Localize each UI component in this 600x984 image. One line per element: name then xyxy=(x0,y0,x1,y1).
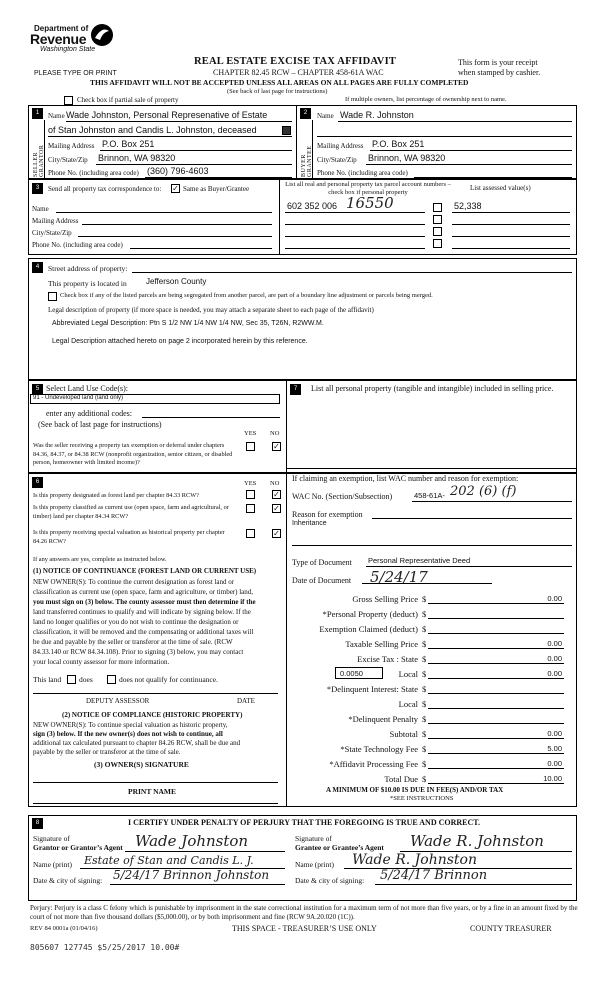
land-does-checkbox[interactable] xyxy=(67,675,76,684)
fee-total-underline xyxy=(428,783,564,784)
assessed-underline3 xyxy=(452,236,570,237)
fee-gross-underline xyxy=(428,603,564,604)
parcel-personal-checkbox-1[interactable] xyxy=(433,203,442,212)
land-use-see-back: (See back of last page for instructions) xyxy=(38,420,162,429)
grantor-sig-label2: Grantor or Grantor’s Agent xyxy=(33,843,123,852)
parties-divider xyxy=(296,105,297,179)
notice2-line: payable by the seller or transferor at the time of sale. xyxy=(33,748,181,756)
fee-taxable-dollar: $ xyxy=(422,639,427,649)
doc-type-value[interactable]: Personal Representative Deed xyxy=(368,556,471,565)
wac-label: WAC No. (Section/Subsection) xyxy=(292,492,393,501)
parcel-personal-checkbox-4[interactable] xyxy=(433,239,442,248)
assessed-value[interactable]: 52,338 xyxy=(454,201,482,211)
seller-mailing-label: Mailing Address xyxy=(48,142,95,150)
fee-exemption-dollar: $ xyxy=(422,624,427,634)
personal-property-label: List all personal property (tangible and intangible) included in selling price. xyxy=(311,384,554,393)
buyer-city-label: City/State/Zip xyxy=(317,156,357,164)
buyer-name-underline2 xyxy=(317,136,572,137)
segregated-checkbox[interactable] xyxy=(48,292,57,301)
land-does-label: does xyxy=(79,675,93,684)
fee-tech-underline xyxy=(428,753,564,754)
notice1-line: 84.33.140 or RCW 84.34.108). Prior to signing (3) below, you may contact xyxy=(33,648,244,656)
fee-gross-dollar: $ xyxy=(422,594,427,604)
receipt-stamp: 805607 127745 $5/25/2017 10.00# xyxy=(30,943,180,952)
grantee-date-line xyxy=(375,884,572,885)
notice1-line: NEW OWNER(S): To continue the current designation as forest land or xyxy=(33,578,235,586)
street-underline xyxy=(132,272,572,273)
fee-local-dollar: $ xyxy=(422,669,427,679)
legal-attached: Legal Description attached hereto on page 2 incorporated herein by this reference. xyxy=(52,338,308,345)
partial-sale-label: Check box if partial sale of property xyxy=(77,96,179,104)
land-use-code-value: 91 - Undeveloped land (land only) xyxy=(33,395,124,401)
assessed-underline2 xyxy=(452,224,570,225)
seller-name-label: Name xyxy=(48,112,65,120)
notice1-title: (1) NOTICE OF CONTINUANCE (FOREST LAND OR CURRENT USE) xyxy=(33,567,257,575)
fee-state-value[interactable]: 0.00 xyxy=(547,654,562,663)
land-use-yes: YES xyxy=(244,430,257,437)
exemption-top-rule xyxy=(286,468,577,469)
grantor-sig-line xyxy=(125,851,285,852)
perjury-notice: Perjury: Perjury is a class C felony which is punishable by imprisonment in the state correctional institution for a maximum term of not more than five years, or by a fine in an amount fixed by the court of not more than five thousand dollars ($5,000.00), or by both imprisonment and fine (RCW 9A.20.020 (1C)). xyxy=(30,904,578,921)
abbreviated-legal[interactable]: Abbreviated Legal Description: Ptn S 1/2 NW 1/4 NW 1/4 NW, Sec 35, T26N, R2WW.M. xyxy=(52,320,324,327)
corr-mailing-underline xyxy=(82,224,272,225)
doc-date-label: Date of Document xyxy=(292,576,352,585)
land-use-divider xyxy=(286,380,287,473)
notice1-line: your local county assessor for more information. xyxy=(33,658,170,666)
deputy-assessor-line xyxy=(33,693,278,694)
form-warning: THIS AFFIDAVIT WILL NOT BE ACCEPTED UNLESS ALL AREAS ON ALL PAGES ARE FULLY COMPLETED xyxy=(90,78,469,87)
fee-penalty-dollar: $ xyxy=(422,714,427,724)
multiple-owners-note: If multiple owners, list percentage of ownership next to name. xyxy=(345,96,507,103)
grantor-date-label: Date & city of signing: xyxy=(33,876,103,885)
fee-penalty-label: *Delinquent Penalty xyxy=(348,714,418,724)
grantee-sig-label1: Signature of xyxy=(295,834,332,843)
parcel-underline3 xyxy=(285,236,425,237)
parcel-personal-checkbox-3[interactable] xyxy=(433,227,442,236)
reason-value[interactable]: Inheritance xyxy=(292,520,327,527)
fee-delinq-state-underline xyxy=(428,693,564,694)
grantor-name-label: Name (print) xyxy=(33,860,72,869)
buyer-phone-label: Phone No. (including area code) xyxy=(317,169,408,177)
section-6-number: 6 xyxy=(32,477,43,488)
seller-exemption-no-checkbox[interactable]: ✓ xyxy=(273,442,280,451)
receipt-line1: This form is your receipt xyxy=(458,58,538,67)
grantee-date-value[interactable]: 5/24/17 Brinnon xyxy=(380,868,488,883)
notice2-line: NEW OWNER(S): To continue special valuation as historic property, xyxy=(33,721,228,729)
fee-state-underline xyxy=(428,663,564,664)
section-3-number: 3 xyxy=(32,183,43,194)
segregated-label: Check box if any of the listed parcels are being segregated from another parcel, are part of a boundary line adjustment or parcels being merged. xyxy=(60,292,433,299)
wac-value[interactable]: 458-61A- xyxy=(414,491,445,500)
fee-delinq-local-dollar: $ xyxy=(422,699,427,709)
corr-city-label: City/State/Zip xyxy=(32,229,72,237)
street-label: Street address of property: xyxy=(48,264,128,273)
reason-underline xyxy=(372,518,572,519)
fee-tech-dollar: $ xyxy=(422,744,427,754)
seller-name-underline1 xyxy=(66,121,292,122)
corr-phone-label: Phone No. (including area code) xyxy=(32,241,123,249)
buyer-name-value[interactable]: Wade R. Johnston xyxy=(340,110,414,120)
grantor-date-line xyxy=(110,884,285,885)
exemption-label: If claiming an exemption, list WAC number and reason for exemption: xyxy=(292,474,519,483)
buyer-city-underline xyxy=(366,164,572,165)
notice1-line: classification as current use (open space, farm and agriculture, or timber) land, xyxy=(33,588,254,596)
doc-date-underline xyxy=(362,583,492,584)
seller-name-line1[interactable]: Wade Johnston, Personal Represenative of Estate xyxy=(66,110,268,120)
forest-yes: YES xyxy=(244,480,257,487)
buyer-mailing-value[interactable]: P.O. Box 251 xyxy=(372,139,425,149)
buyer-name-underline1 xyxy=(338,121,572,122)
see-instructions-note: *SEE INSTRUCTIONS xyxy=(390,795,454,802)
fee-local-label: Local xyxy=(398,669,418,679)
fee-personal-dollar: $ xyxy=(422,609,427,619)
notice2-line: additional tax calculated pursuant to chapter 84.26 RCW, shall be due and xyxy=(33,739,241,747)
parcel-personal-checkbox-2[interactable] xyxy=(433,215,442,224)
grantee-sig-label2: Grantee or Grantee’s Agent xyxy=(295,843,384,852)
additional-codes-label: enter any additional codes: xyxy=(46,409,132,418)
seller-mailing-underline xyxy=(100,150,292,151)
fee-processing-value[interactable]: 0.00 xyxy=(547,759,562,768)
owner-signature-line xyxy=(33,782,278,783)
legal-label: Legal description of property (if more space is needed, you may attach a separate sheet to each page of the affidavit) xyxy=(48,306,374,314)
parcel-underline4 xyxy=(285,248,425,249)
print-name-label: PRINT NAME xyxy=(128,787,176,796)
corr-name-underline xyxy=(56,212,272,213)
correspondence-label: Send all property tax correspondence to: xyxy=(48,185,162,193)
notice1-line: land no longer qualifies or you do not wish to continue the designation or xyxy=(33,618,239,626)
fee-total-value[interactable]: 10.00 xyxy=(543,774,562,783)
located-label: This property is located in xyxy=(48,279,127,288)
fee-taxable-label: Taxable Selling Price xyxy=(345,639,418,649)
located-value[interactable]: Jefferson County xyxy=(146,277,207,286)
partial-sale-checkbox[interactable] xyxy=(64,96,73,105)
section-7-number: 7 xyxy=(290,384,301,395)
county-treasurer-label: COUNTY TREASURER xyxy=(470,924,552,933)
local-rate-value: 0.0050 xyxy=(340,669,363,678)
seller-name-underline2 xyxy=(48,136,292,137)
reason-label: Reason for exemption xyxy=(292,510,363,519)
seller-exemption-question: Was the seller receiving a property tax exemption or deferral under chapters 84.36, 84.37, or 84.38 RCW (nonprofit organization, senior citizen, or disabled person, homeowner with limited income)? xyxy=(33,442,233,466)
parcel-underline2 xyxy=(285,224,425,225)
treasurer-use-label: THIS SPACE - TREASURER’S USE ONLY xyxy=(232,924,377,933)
dor-logo-icon xyxy=(89,22,115,48)
fee-exemption-label: Exemption Claimed (deduct) xyxy=(319,624,418,634)
receipt-line2: when stamped by cashier. xyxy=(458,68,541,77)
fee-taxable-value[interactable]: 0.00 xyxy=(547,639,562,648)
forest-q2: Is this property classified as current use (open space, farm and agricultural, or timber) land per chapter 84.34 RCW? xyxy=(33,504,229,520)
parcel-number[interactable]: 602 352 006 xyxy=(287,201,338,211)
buyer-vertical-label: BUYER GRANTEE xyxy=(301,145,313,177)
grantee-date-label: Date & city of signing: xyxy=(295,876,365,885)
this-land-label: This land xyxy=(33,675,62,684)
forest-q2-no-checkbox[interactable]: ✓ xyxy=(273,504,280,513)
seller-vertical-label: SELLER GRANTOR xyxy=(33,144,45,177)
corr-mailing-label: Mailing Address xyxy=(32,217,79,225)
assessed-underline4 xyxy=(452,248,570,249)
fee-delinq-state-dollar: $ xyxy=(422,684,427,694)
fee-subtotal-dollar: $ xyxy=(422,729,427,739)
buyer-name-label: Name xyxy=(317,112,334,120)
same-as-buyer-label: Same as Buyer/Grantee xyxy=(183,185,250,193)
parcel-underline1 xyxy=(285,212,425,213)
forest-q1-no-checkbox[interactable]: ✓ xyxy=(273,490,280,499)
seller-name-line2[interactable]: of Stan Johnston and Candis L. Johnston, deceased xyxy=(48,125,257,135)
section-4-number: 4 xyxy=(32,262,43,273)
land-does-not-checkbox[interactable] xyxy=(107,675,116,684)
dept-line2: Revenue xyxy=(30,31,87,47)
fee-exemption-underline xyxy=(428,633,564,634)
fee-delinq-state-label: *Delinquent Interest: State xyxy=(326,684,418,694)
notice1-line: land transferred continues to qualify and will indicate by signing below. If the xyxy=(33,608,251,616)
seller-city-label: City/State/Zip xyxy=(48,156,88,164)
buyer-mailing-underline xyxy=(370,150,572,151)
fee-state-dollar: $ xyxy=(422,654,427,664)
correspondence-divider xyxy=(279,179,280,255)
corr-name-label: Name xyxy=(32,205,49,213)
land-use-label: Select Land Use Code(s): xyxy=(46,384,128,393)
seller-phone-value[interactable]: (360) 796-4603 xyxy=(147,166,209,176)
wac-underline xyxy=(412,501,572,502)
certify-statement: I CERTIFY UNDER PENALTY OF PERJURY THAT THE FOREGOING IS TRUE AND CORRECT. xyxy=(128,818,481,827)
section-2-number: 2 xyxy=(300,108,311,119)
grantor-signature[interactable]: Wade Johnston xyxy=(135,832,249,850)
fee-gross-value[interactable]: 0.00 xyxy=(547,594,562,603)
section-property xyxy=(28,258,577,380)
notice1-line: you must sign on (3) below. The county assessor must then determine if the xyxy=(33,598,256,606)
reason-underline-2 xyxy=(292,545,572,546)
deputy-date-label: DATE xyxy=(237,697,255,705)
same-as-buyer-checkbox[interactable]: ✓ xyxy=(172,184,179,193)
doc-type-underline xyxy=(366,566,572,567)
grantor-date-value[interactable]: 5/24/17 Brinnon Johnston xyxy=(113,868,270,882)
fee-subtotal-underline xyxy=(428,738,564,739)
fee-subtotal-label: Subtotal xyxy=(389,729,418,739)
land-use-no: NO xyxy=(270,430,280,437)
doc-type-label: Type of Document xyxy=(292,558,352,567)
grantee-signature[interactable]: Wade R. Johnston xyxy=(410,832,544,850)
dept-line1: Department of xyxy=(34,24,89,33)
please-type: PLEASE TYPE OR PRINT xyxy=(34,70,117,77)
form-chapter: CHAPTER 82.45 RCW – CHAPTER 458-61A WAC xyxy=(213,68,384,77)
owner-signature-label: (3) OWNER(S) SIGNATURE xyxy=(94,760,189,769)
section-1-number: 1 xyxy=(32,108,43,119)
land-does-not-label: does not qualify for continuance. xyxy=(119,675,218,684)
fee-processing-underline xyxy=(428,768,564,769)
fee-total-label: Total Due xyxy=(384,774,418,784)
grantee-name-value[interactable]: Wade R. Johnston xyxy=(352,852,477,868)
dept-line3: Washington State xyxy=(40,46,96,53)
notice1-line: classification, it will be removed and the compensating or additional taxes will xyxy=(33,628,254,636)
forest-q2-yes-checkbox[interactable] xyxy=(246,504,255,513)
seller-name-checkbox[interactable] xyxy=(282,126,291,135)
notice2-line: sign (3) below. If the new owner(s) does not wish to continue, all xyxy=(33,730,223,738)
corr-city-underline xyxy=(78,236,272,237)
grantee-name-label: Name (print) xyxy=(295,860,334,869)
seller-phone-label: Phone No. (including area code) xyxy=(48,169,139,177)
buyer-phone-underline xyxy=(414,177,572,178)
seller-city-underline xyxy=(96,164,292,165)
parcel-handwritten: 16550 xyxy=(346,194,394,212)
seller-city-value[interactable]: Brinnon, WA 98320 xyxy=(98,153,176,163)
fee-personal-label: *Personal Property (deduct) xyxy=(322,609,418,619)
print-name-line xyxy=(33,803,278,804)
forest-q3-yes-checkbox[interactable] xyxy=(246,529,255,538)
forest-no: NO xyxy=(270,480,280,487)
fee-processing-label: *Affidavit Processing Fee xyxy=(329,759,418,769)
fee-local-value[interactable]: 0.00 xyxy=(547,669,562,678)
forest-q3-no-checkbox[interactable]: ✓ xyxy=(273,529,280,538)
deputy-assessor-label: DEPUTY ASSESSOR xyxy=(86,697,150,705)
fee-total-dollar: $ xyxy=(422,774,427,784)
fee-state-label: Excise Tax : State xyxy=(357,654,418,664)
section-8-number: 8 xyxy=(32,818,43,829)
fee-tech-value[interactable]: 5.00 xyxy=(547,744,562,753)
assessed-header: List assessed value(s) xyxy=(470,184,531,192)
fee-tech-label: *State Technology Fee xyxy=(340,744,418,754)
fee-processing-dollar: $ xyxy=(422,759,427,769)
fee-delinq-local-underline xyxy=(428,708,564,709)
wac-handwritten: 202 (6) (f) xyxy=(450,484,517,499)
form-title: REAL ESTATE EXCISE TAX AFFIDAVIT xyxy=(194,56,397,67)
buyer-city-value[interactable]: Brinnon, WA 98320 xyxy=(368,153,446,163)
fee-penalty-underline xyxy=(428,723,564,724)
fee-taxable-underline xyxy=(428,648,564,649)
fee-personal-underline xyxy=(428,618,564,619)
fee-delinq-local-label: Local xyxy=(398,699,418,709)
fee-gross-label: Gross Selling Price xyxy=(352,594,418,604)
doc-date-value[interactable]: 5/24/17 xyxy=(370,568,428,586)
buyer-mailing-label: Mailing Address xyxy=(317,142,364,150)
notice1-line: be due and payable by the seller or transferor at the time of sale. (RCW xyxy=(33,638,233,646)
forest-q1: Is this property designated as forest land per chapter 84.33 RCW? xyxy=(33,492,199,499)
forest-q1-yes-checkbox[interactable] xyxy=(246,490,255,499)
fee-subtotal-value[interactable]: 0.00 xyxy=(547,729,562,738)
forest-instruction: If any answers are yes, complete as instructed below. xyxy=(33,556,167,563)
grantor-sig-label1: Signature of xyxy=(33,834,70,843)
parcel-header: List all real and personal property tax parcel account numbers – check box if personal property xyxy=(285,181,451,196)
form-revision: REV 84 0001a (01/04/16) xyxy=(30,925,98,932)
additional-codes-underline xyxy=(142,417,280,418)
form-see-back: (See back of last page for instructions) xyxy=(227,88,328,95)
assessed-underline1 xyxy=(452,212,570,213)
forest-q3: Is this property receiving special valuation as historical property per chapter 84.26 RCW? xyxy=(33,529,225,545)
fee-local-underline xyxy=(428,678,564,679)
corr-phone-underline xyxy=(130,248,272,249)
grantor-name-value[interactable]: Estate of Stan and Candis L. J. xyxy=(84,854,254,867)
seller-phone-underline xyxy=(145,177,292,178)
section-5-number: 5 xyxy=(32,384,43,395)
seller-exemption-yes-checkbox[interactable] xyxy=(246,442,255,451)
notice2-title: (2) NOTICE OF COMPLIANCE (HISTORIC PROPERTY) xyxy=(62,711,243,719)
minimum-fee-note: A MINIMUM OF $10.00 IS DUE IN FEE(S) AND/OR TAX xyxy=(326,786,504,794)
seller-mailing-value[interactable]: P.O. Box 251 xyxy=(102,139,155,149)
